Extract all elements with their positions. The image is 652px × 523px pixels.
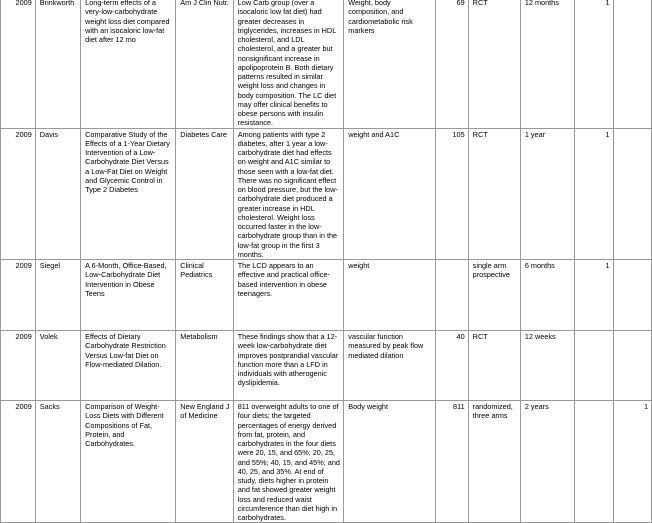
journal-cell: New England J of Medicine (176, 401, 233, 523)
findings-cell: The LCD appears to an effective and practical office-based intervention in obese teenagers. (233, 260, 344, 331)
journal-cell: Diabetes Care (176, 128, 233, 260)
flag-b-cell: 1 (613, 401, 652, 523)
flag-a-cell (575, 331, 613, 401)
design-cell: single arm prospective (468, 260, 520, 331)
duration-cell: 12 months (520, 0, 574, 128)
findings-cell: Low Carb group (over a isocaloric low fat diet) had greater decreases in triglycerides, increases in HDL cholesterol, and LDL cholesterol, and a greater but nonsignificant increase in apolipoprotein B. Both dietary patterns resulted in similar weight loss and changes in body composition. The LC diet may offer clinical benefits to obese persons with insulin resistance. (233, 0, 344, 128)
table-row (1, 401, 652, 523)
outcome-cell: vascular function measured by peak flow mediated dilation (344, 331, 436, 401)
findings-cell: These findings show that a 12-week low-carbohydrate diet improves postprandial vascular function more than a LFD in individuals with atherogenic dyslipidemia. (233, 331, 344, 401)
sample-size-cell: 811 (436, 401, 468, 523)
sample-size-cell: 105 (436, 128, 468, 260)
sample-size-cell: 40 (436, 331, 468, 401)
duration-cell: 2 years (520, 401, 574, 523)
outcome-cell: Body weight (344, 401, 436, 523)
duration-cell: 6 months (520, 260, 574, 331)
year-cell: 2009 (1, 128, 36, 260)
title-cell: Effects of Dietary Carbohydrate Restriction Versus Low-fat Diet on Flow-mediated Dilation. (81, 331, 176, 401)
title-cell: Comparison of Weight-Loss Diets with Different Compositions of Fat, Protein, and Carbohydrates. (81, 401, 176, 523)
title-cell: Comparative Study of the Effects of a 1-Year Dietary Intervention of a Low-Carbohydrate Diet Versus a Low-Fat Diet on Weight and Glycemic Control in Type 2 Diabetes (81, 128, 176, 260)
flag-b-cell (613, 331, 652, 401)
table-row (1, 128, 652, 260)
flag-b-cell (613, 128, 652, 260)
author-cell: Sacks (35, 401, 80, 523)
journal-cell: Am J Clin Nutr. (176, 0, 233, 128)
outcome-cell: weight and A1C (344, 128, 436, 260)
findings-cell: Among patients with type 2 diabetes, after 1 year a low-carbohydrate diet had effects on weight and A1C similar to those seen with a low-fat diet. There was no significant effect on blood pressure, but the low-carbohydrate diet produced a greater increase in HDL cholesterol. Weight loss occurred faster in the low-carbohydrate group than in the low-fat group in the first 3 months. (233, 128, 344, 260)
year-cell: 2009 (1, 331, 36, 401)
duration-cell: 1 year (520, 128, 574, 260)
table-row (1, 260, 652, 331)
duration-cell: 12 weeks (520, 331, 574, 401)
journal-cell: Clinical Pediatrics (176, 260, 233, 331)
findings-cell: 811 overweight adults to one of four diets; the targeted percentages of energy derived from fat, protein, and carbohydrates in the four diets were 20, 15, and 65%; 20, 25, and 55%; 40, 15, and 45%; and 40, 25, and 35%. At end of study, diets higher in protein and fat showed greater weight loss and reduced waist circumference than diet high in carbohydrates. (233, 401, 344, 523)
journal-cell: Metabolism (176, 331, 233, 401)
outcome-cell: Weight, body composition, and cardiometabolic risk markers (344, 0, 436, 128)
title-cell: Long-term effects of a very-low-carbohydrate weight loss diet compared with an isocaloric low-fat diet after 12 mo (81, 0, 176, 128)
flag-a-cell: 1 (575, 128, 613, 260)
design-cell: RCT (468, 128, 520, 260)
outcome-cell: weight (344, 260, 436, 331)
design-cell: RCT (468, 331, 520, 401)
year-cell: 2009 (1, 0, 36, 128)
year-cell: 2009 (1, 260, 36, 331)
flag-a-cell (575, 401, 613, 523)
flag-a-cell: 1 (575, 0, 613, 128)
author-cell: Volek (35, 331, 80, 401)
flag-b-cell (613, 0, 652, 128)
author-cell: Davis (35, 128, 80, 260)
flag-a-cell: 1 (575, 260, 613, 331)
title-cell: A 6-Month, Office-Based, Low-Carbohydrate Diet Intervention in Obese Teens (81, 260, 176, 331)
design-cell: randomized, three arms (468, 401, 520, 523)
sample-size-cell: 69 (436, 0, 468, 128)
sample-size-cell (436, 260, 468, 331)
flag-b-cell (613, 260, 652, 331)
year-cell: 2009 (1, 401, 36, 523)
table-row (1, 331, 652, 401)
author-cell: Siegel (35, 260, 80, 331)
design-cell: RCT (468, 0, 520, 128)
table-row (1, 0, 652, 128)
author-cell: Brinkworth (35, 0, 80, 128)
